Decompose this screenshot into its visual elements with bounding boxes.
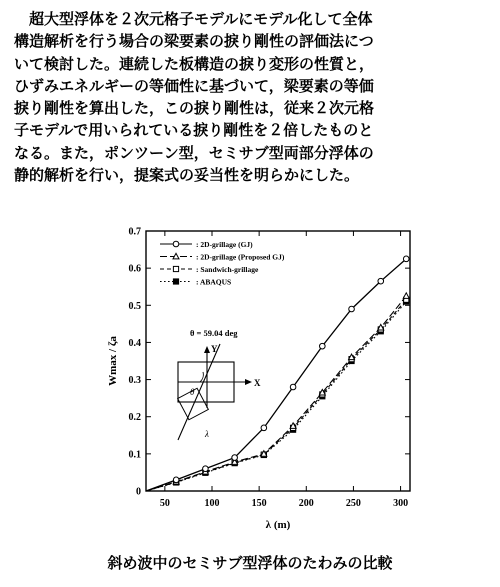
series-line <box>146 300 406 491</box>
inset-diagram <box>178 344 261 440</box>
inset-y-label: Y <box>211 344 218 354</box>
series-line <box>146 259 406 491</box>
data-point <box>232 455 238 461</box>
x-tick-label: 50 <box>159 498 170 509</box>
legend-entry <box>160 278 231 287</box>
inset-x-arrow <box>245 379 252 385</box>
x-tick-label: 100 <box>204 498 220 509</box>
data-point <box>290 384 296 390</box>
data-point <box>173 477 179 483</box>
inset-theta-label: θ <box>190 387 195 397</box>
legend-label: : 2D-grillage (Proposed GJ) <box>196 252 285 262</box>
legend-label: : ABAQUS <box>196 277 232 287</box>
y-tick-label: 0.1 <box>128 449 141 461</box>
x-tick-label: 150 <box>251 498 267 509</box>
series-line <box>146 296 406 491</box>
y-axis-label: Wmax / ζa <box>107 336 119 386</box>
data-point <box>403 256 409 262</box>
series-2d-grillage-proposed-gj- <box>146 293 409 491</box>
abstract-line: いて検討した。連続した板構造の捩り変形の性質と， <box>14 54 375 73</box>
abstract-line: 構造解析を行う場合の梁要素の捩り剛性の評価法につ <box>14 32 374 51</box>
figure-caption: 斜め波中のセミサブ型浮体のたわみの比較 <box>107 554 393 572</box>
legend-entry <box>160 240 253 249</box>
abstract-line: 捩り剛性を算出した，この捩り剛性は，従来２次元格 <box>14 99 375 118</box>
y-tick-label: 0.6 <box>128 263 141 275</box>
x-tick-label: 300 <box>393 498 409 509</box>
y-tick-label: 0.5 <box>128 300 141 312</box>
series-2d-grillage-gj- <box>146 256 409 491</box>
x-axis-label: λ (m) <box>265 519 291 531</box>
legend-label: : 2D-grillage (GJ) <box>196 240 253 249</box>
abstract-line: ひずみエネルギーの等価性に基づいて，梁要素の等価 <box>14 76 374 95</box>
data-point <box>378 278 384 284</box>
inset-theta-arc <box>200 372 203 382</box>
data-point <box>203 466 209 472</box>
data-point <box>173 279 178 284</box>
data-point <box>320 343 326 349</box>
data-point <box>173 266 178 271</box>
data-point <box>261 425 267 431</box>
legend-entry <box>160 265 259 274</box>
y-tick-label: 0.7 <box>128 226 141 238</box>
abstract-line: なる。また，ポンツーン型，セミサブ型両部分浮体の <box>14 143 374 162</box>
y-tick-label: 0.2 <box>128 412 141 424</box>
plot-frame <box>146 231 410 491</box>
x-tick-label: 200 <box>298 498 314 509</box>
x-tick-label: 250 <box>345 498 361 509</box>
inset-y-arrow <box>204 346 210 353</box>
legend-label: : Sandwich-grillage <box>196 265 259 274</box>
abstract-line: 超大型浮体を２次元格子モデルにモデル化して全体 <box>29 10 373 28</box>
y-tick-label: 0.3 <box>128 375 141 387</box>
inset-lambda-label: λ <box>205 429 209 439</box>
inset-x-label: X <box>254 378 261 388</box>
y-tick-label: 0 <box>136 486 141 498</box>
y-tick-label: 0.4 <box>128 337 141 349</box>
abstract-line: 静的解析を行い，提案式の妥当性を明らかにした。 <box>14 166 360 185</box>
data-point <box>403 293 409 299</box>
data-point <box>173 241 179 247</box>
legend-entry <box>160 253 285 262</box>
theta-annotation: θ = 59.04 deg <box>190 328 238 338</box>
abstract-line: 子モデルで用いられている捩り剛性を２倍したものと <box>14 121 374 140</box>
data-point <box>349 306 355 312</box>
series-line <box>146 302 406 491</box>
